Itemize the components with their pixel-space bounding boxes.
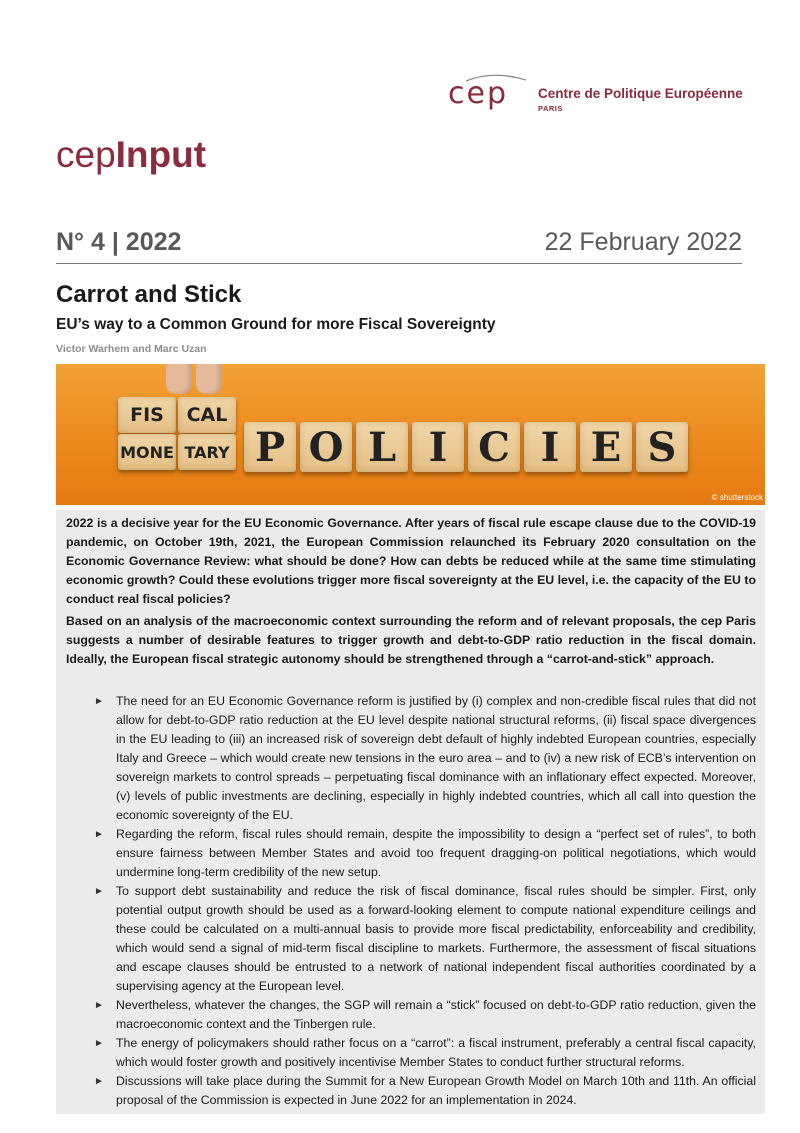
issue-number: N° 4 | 2022 xyxy=(56,228,182,256)
header-divider xyxy=(56,263,742,264)
cube-tary: TARY xyxy=(178,434,236,470)
bullet-text: Nevertheless, whatever the changes, the SGP will remain a “stick” focused on debt-to-GDP ratio reduction, given the macroeconomic context and the Tinbergen rule. xyxy=(116,998,756,1031)
list-item xyxy=(92,996,756,1034)
brand-prefix: cep xyxy=(56,134,116,175)
key-points-list xyxy=(92,692,756,1110)
finger-left xyxy=(166,364,192,394)
bullet-arrow-icon: ► xyxy=(94,886,104,897)
list-item xyxy=(92,1034,756,1072)
cube-p: P xyxy=(244,422,296,472)
cube-i2: I xyxy=(524,422,576,472)
bullet-text: Discussions will take place during the Summit for a New European Growth Model on March 10th and 11th. An official proposal of the Commission is expected in June 2022 for an implementation in 2024. xyxy=(116,1074,756,1107)
list-item xyxy=(92,825,756,882)
cube-c: C xyxy=(468,422,520,472)
image-credit: © shutterstock xyxy=(711,493,763,502)
publication-date: 22 February 2022 xyxy=(544,228,742,256)
brand-suffix: Input xyxy=(115,134,207,175)
cep-logo-mark xyxy=(448,74,528,114)
bullet-arrow-icon: ► xyxy=(94,1076,104,1087)
bullet-text: The energy of policymakers should rather focus on a “carrot”: a fiscal instrument, preferably a central fiscal capacity, which would foster growth and positively incentivise Member States to conduct further structural reforms. xyxy=(116,1036,756,1069)
list-item xyxy=(92,692,756,825)
cube-l: L xyxy=(356,422,408,472)
logo-name: Centre de Politique Européenne xyxy=(538,86,743,101)
intro-paragraph-2: Based on an analysis of the macroeconomic context surrounding the reform and of relevant proposals, the cep Paris suggests a number of desirable features to trigger growth and debt-to-GDP ratio reduction in the fiscal domain. Ideally, the European fiscal strategic autonomy should be strengthened through a “carrot-and-stick” approach. xyxy=(66,614,756,666)
bullet-text: Regarding the reform, fiscal rules should remain, despite the impossibility to design a “perfect set of rules”, to both ensure fairness between Member States and avoid too frequent dragging-on political negotiations, which would undermine long-term credibility of the new setup. xyxy=(116,827,756,879)
page-subtitle: EU’s way to a Common Ground for more Fiscal Sovereignty xyxy=(56,316,496,333)
bullet-arrow-icon: ► xyxy=(94,1038,104,1049)
cube-s: S xyxy=(636,422,688,472)
finger-right xyxy=(196,364,222,394)
logo-mark-text: cep xyxy=(448,76,508,111)
hero-image xyxy=(56,364,765,505)
logo-city: PARIS xyxy=(538,104,563,113)
list-item xyxy=(92,882,756,996)
intro-paragraph-1: 2022 is a decisive year for the EU Economic Governance. After years of fiscal rule escape clause due to the COVID-19 pandemic, on October 19th, 2021, the European Commission relaunched its February 2020 consultation on the Economic Governance Review: what should be done? How can debts be reduced while at the same time stimulating economic growth? Could these evolutions trigger more fiscal sovereignty at the EU level, i.e. the capacity of the EU to conduct real fiscal policies? xyxy=(66,516,756,606)
bullet-text: To support debt sustainability and reduce the risk of fiscal dominance, fiscal rules should be simpler. First, only potential output growth should be used as a forward-looking element to compute national expenditure ceilings and these could be calculated on a multi-annual basis to provide more fiscal predictability, enforceability and credibility, which would send a signal of mid-term fiscal discipline to markets. Furthermore, the assessment of fiscal situations and escape clauses should be entrusted to a network of national independent fiscal authorities coordinated by a supervising agency at the European level. xyxy=(116,884,756,993)
bullet-arrow-icon: ► xyxy=(94,829,104,840)
bullet-arrow-icon: ► xyxy=(94,696,104,707)
page-title: Carrot and Stick xyxy=(56,281,242,308)
cube-e: E xyxy=(580,422,632,472)
cube-cal: CAL xyxy=(178,397,236,433)
authors: Victor Warhem and Marc Uzan xyxy=(56,343,207,355)
bullet-arrow-icon: ► xyxy=(94,1000,104,1011)
cube-mone: MONE xyxy=(118,434,176,470)
cube-i: I xyxy=(412,422,464,472)
cube-fis: FIS xyxy=(118,397,176,433)
cube-o: O xyxy=(300,422,352,472)
cep-logo xyxy=(448,74,748,114)
list-item xyxy=(92,1072,756,1110)
publication-brand xyxy=(56,134,206,176)
bullet-text: The need for an EU Economic Governance reform is justified by (i) complex and non-credible fiscal rules that did not allow for debt-to-GDP ratio reduction at the EU level despite national structural reforms, (ii) fiscal space divergences in the EU leading to (iii) an increased risk of sovereign debt default of highly indebted European countries, especially Italy and Greece – which would create new tensions in the euro area – and to (iv) a new risk of ECB’s intervention on sovereign markets to control spreads – perpetuating fiscal dominance with an inflationary effect expected. Moreover, (v) levels of public investments are declining, especially in highly indebted countries, which all call into question the economic sovereignty of the EU. xyxy=(116,694,756,822)
